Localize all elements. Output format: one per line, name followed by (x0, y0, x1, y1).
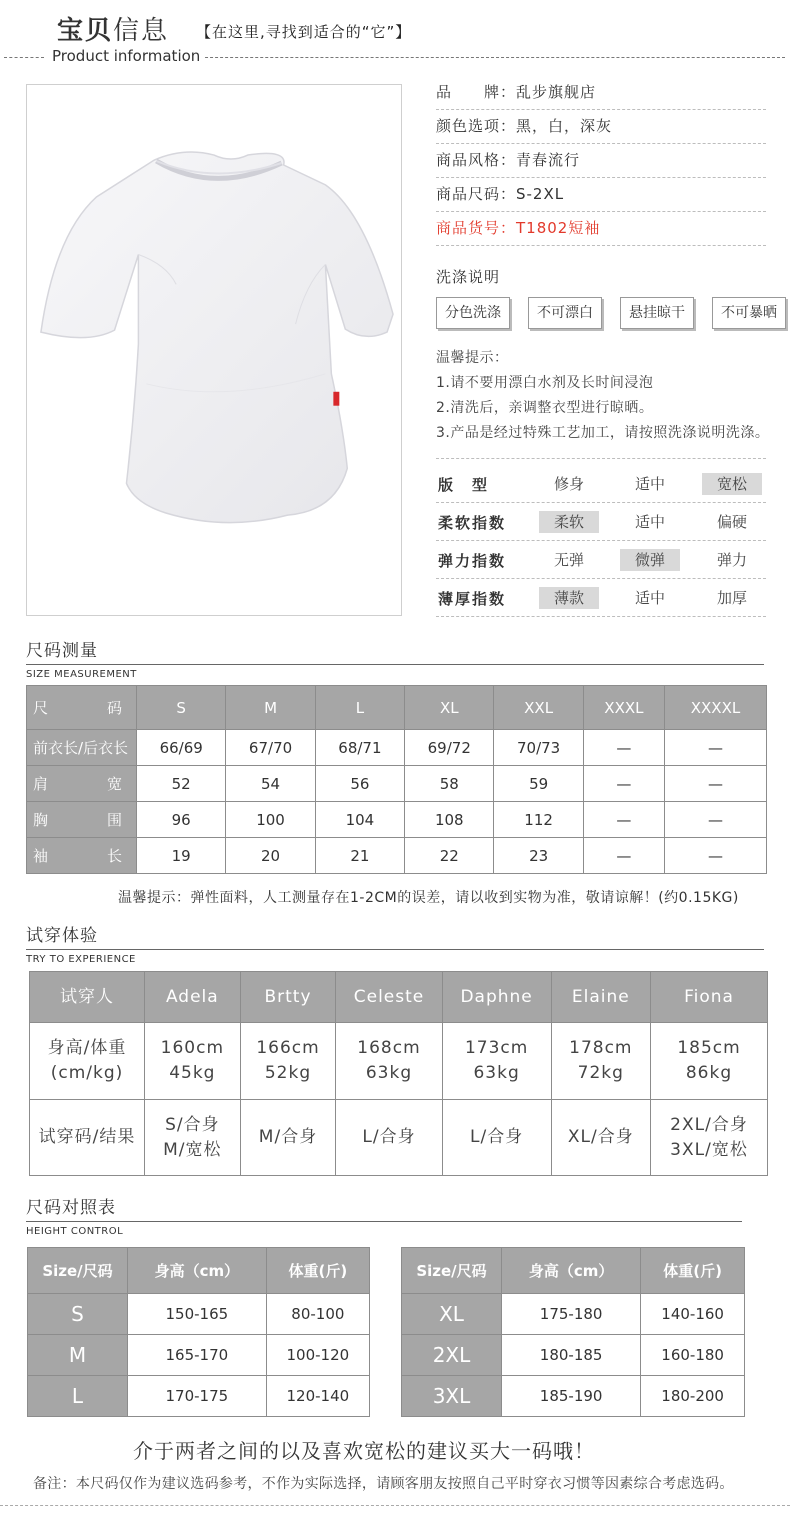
table-cell: 120-140 (266, 1376, 369, 1417)
table-cell: 52 (137, 766, 226, 802)
row-label: 袖 长 (27, 838, 137, 874)
page-header (0, 0, 790, 70)
size-section-heading (26, 636, 764, 680)
wash-tag: 悬挂晾干 (620, 297, 694, 329)
table-header-cell: M (226, 686, 315, 730)
table-cell: 58 (405, 766, 494, 802)
section-title: 尺码对照表 (26, 1198, 116, 1218)
table-row (28, 1294, 370, 1335)
table-header-row (30, 972, 768, 1023)
table-cell: 140-160 (641, 1294, 745, 1335)
attr-option: 微弹 (620, 549, 680, 571)
table-cell: — (664, 802, 766, 838)
table-header-cell: XXL (494, 686, 583, 730)
tips-line: 2.清洗后，亲调整衣型进行晾晒。 (436, 400, 654, 416)
table-row (27, 802, 767, 838)
table-row (402, 1376, 745, 1417)
table-cell: 185cm 86kg (651, 1023, 768, 1100)
table-cell: 175-180 (502, 1294, 641, 1335)
row-label: 前衣长/后衣长 (27, 730, 137, 766)
table-cell: 166cm 52kg (240, 1023, 336, 1100)
table-row (27, 730, 767, 766)
table-cell: 100-120 (266, 1335, 369, 1376)
table-cell: 23 (494, 838, 583, 874)
table-cell: 180-185 (502, 1335, 641, 1376)
table-cell: 173cm 63kg (442, 1023, 551, 1100)
table-cell: 67/70 (226, 730, 315, 766)
tips-line: 3.产品是经过特殊工艺加工，请按照洗涤说明洗涤。 (436, 425, 770, 441)
size-cell: 2XL (402, 1335, 502, 1376)
try-section-heading (26, 921, 764, 965)
attr-option: 修身 (553, 475, 584, 493)
divider (26, 1221, 742, 1222)
row-label: 试穿码/结果 (30, 1100, 145, 1176)
tshirt-illustration (27, 85, 401, 615)
table-cell: — (664, 730, 766, 766)
table-cell: 56 (315, 766, 404, 802)
row-label: 肩 宽 (27, 766, 137, 802)
table-header-row (28, 1248, 370, 1294)
table-cell: — (583, 730, 664, 766)
table-cell: 100 (226, 802, 315, 838)
table-cell: 66/69 (137, 730, 226, 766)
table-row (402, 1294, 745, 1335)
table-cell: 160cm 45kg (145, 1023, 241, 1100)
table-header-cell: Elaine (551, 972, 650, 1023)
table-cell: — (583, 766, 664, 802)
attr-option: 弹力 (716, 551, 747, 569)
table-cell: L/合身 (336, 1100, 442, 1176)
table-header-cell: 试穿人 (30, 972, 145, 1023)
table-row (28, 1376, 370, 1417)
table-cell: — (664, 766, 766, 802)
table-cell: M/合身 (240, 1100, 336, 1176)
attr-option: 适中 (634, 513, 665, 531)
table-header-cell: S (137, 686, 226, 730)
tips-line: 1.请不要用漂白水剂及长时间浸泡 (436, 375, 654, 391)
attr-row-softness (436, 503, 766, 541)
attr-option: 加厚 (716, 589, 747, 607)
table-row (30, 1100, 768, 1176)
section-subtitle: SIZE MEASUREMENT (26, 669, 137, 680)
table-cell: 160-180 (641, 1335, 745, 1376)
table-row (28, 1335, 370, 1376)
wash-tag: 不可漂白 (528, 297, 602, 329)
try-on-table (29, 971, 768, 1176)
table-cell: 178cm 72kg (551, 1023, 650, 1100)
row-label: 身高/体重 (cm/kg) (30, 1023, 145, 1100)
table-cell: 104 (315, 802, 404, 838)
table-header-cell: Fiona (651, 972, 768, 1023)
info-brand: 品 牌：乱步旗舰店 (436, 76, 766, 110)
size-cell: L (28, 1376, 128, 1417)
table-cell: 185-190 (502, 1376, 641, 1417)
header-subtitle: Product information (48, 47, 204, 65)
height-table-left (27, 1247, 370, 1417)
attr-option: 适中 (634, 589, 665, 607)
table-header-cell: XXXXL (664, 686, 766, 730)
info-colors: 颜色选项：黑，白，深灰 (436, 110, 766, 144)
table-header-cell: L (315, 686, 404, 730)
table-header-cell: 身高（cm） (502, 1248, 641, 1294)
table-cell: 80-100 (266, 1294, 369, 1335)
table-cell: 112 (494, 802, 583, 838)
table-cell: 96 (137, 802, 226, 838)
header-slogan: 【在这里,寻找到适合的“它”】 (196, 23, 412, 41)
size-cell: 3XL (402, 1376, 502, 1417)
table-cell: — (664, 838, 766, 874)
attribute-rows (436, 465, 766, 617)
table-cell: 165-170 (128, 1335, 267, 1376)
table-header-cell: XL (405, 686, 494, 730)
product-image (26, 84, 402, 616)
wash-tags (436, 297, 786, 329)
size-table (26, 685, 767, 874)
table-cell: 70/73 (494, 730, 583, 766)
table-cell: 168cm 63kg (336, 1023, 442, 1100)
table-cell: 170-175 (128, 1376, 267, 1417)
divider (436, 458, 766, 459)
height-table-right (401, 1247, 745, 1417)
table-cell: 108 (405, 802, 494, 838)
table-header-cell: 尺 码 (27, 686, 137, 730)
attr-row-fit (436, 465, 766, 503)
attr-option: 宽松 (702, 473, 762, 495)
product-info-list (436, 76, 766, 246)
table-header-cell: Daphne (442, 972, 551, 1023)
bottom-note: 备注：本尺码仅作为建议选码参考，不作为实际选择，请顾客朋友按照自己平时穿衣习惯等因素综合考虑选码。 (33, 1476, 734, 1492)
table-header-row (402, 1248, 745, 1294)
section-subtitle: TRY TO EXPERIENCE (26, 954, 136, 965)
table-row (27, 766, 767, 802)
divider (195, 57, 785, 58)
table-cell: 68/71 (315, 730, 404, 766)
section-title: 试穿体验 (26, 926, 98, 946)
table-header-cell: Size/尺码 (402, 1248, 502, 1294)
table-row (30, 1023, 768, 1100)
divider (4, 57, 44, 58)
info-sizes: 商品尺码：S-2XL (436, 178, 766, 212)
height-section-heading (26, 1193, 742, 1237)
section-subtitle: HEIGHT CONTROL (26, 1226, 124, 1237)
divider (26, 664, 764, 665)
attr-option: 偏硬 (716, 513, 747, 531)
table-cell: S/合身 M/宽松 (145, 1100, 241, 1176)
table-header-cell: 体重(斤) (266, 1248, 369, 1294)
attr-row-thickness (436, 579, 766, 617)
attr-label: 薄厚指数 (438, 590, 507, 608)
divider (0, 1505, 790, 1506)
size-cell: M (28, 1335, 128, 1376)
size-cell: S (28, 1294, 128, 1335)
table-cell: 150-165 (128, 1294, 267, 1335)
table-row (27, 838, 767, 874)
table-cell: 54 (226, 766, 315, 802)
table-row (402, 1335, 745, 1376)
info-item-number: 商品货号：T1802短袖 (436, 212, 766, 246)
attr-label: 版 型 (438, 476, 490, 494)
table-header-cell: Adela (145, 972, 241, 1023)
divider (26, 949, 764, 950)
bottom-slogan: 介于两者之间的以及喜欢宽松的建议买大一码哦！ (133, 1439, 595, 1463)
wash-title: 洗涤说明 (436, 268, 501, 286)
attr-option: 适中 (634, 475, 665, 493)
table-cell: 59 (494, 766, 583, 802)
table-cell: 2XL/合身 3XL/宽松 (651, 1100, 768, 1176)
table-header-cell: 身高（cm） (128, 1248, 267, 1294)
care-tips (436, 346, 769, 446)
table-cell: 22 (405, 838, 494, 874)
size-note: 温馨提示：弹性面料，人工测量存在1-2CM的误差，请以收到实物为准，敬请谅解！(约0.15KG) (118, 890, 739, 906)
table-header-cell: Size/尺码 (28, 1248, 128, 1294)
attr-option: 无弹 (553, 551, 584, 569)
table-cell: L/合身 (442, 1100, 551, 1176)
attr-label: 弹力指数 (438, 552, 507, 570)
info-style: 商品风格：青春流行 (436, 144, 766, 178)
row-label: 胸 围 (27, 802, 137, 838)
table-header-row (27, 686, 767, 730)
table-cell: 19 (137, 838, 226, 874)
table-cell: 21 (315, 838, 404, 874)
table-header-cell: XXXL (583, 686, 664, 730)
table-cell: — (583, 838, 664, 874)
table-cell: 69/72 (405, 730, 494, 766)
table-cell: 20 (226, 838, 315, 874)
table-header-cell: Celeste (336, 972, 442, 1023)
wash-tag: 分色洗涤 (436, 297, 510, 329)
table-cell: XL/合身 (551, 1100, 650, 1176)
tips-title: 温馨提示： (436, 350, 509, 366)
attr-label: 柔软指数 (438, 514, 507, 532)
attr-option: 柔软 (539, 511, 599, 533)
page-title: 宝贝信息 (57, 16, 170, 46)
table-cell: 180-200 (641, 1376, 745, 1417)
table-cell: — (583, 802, 664, 838)
section-title: 尺码测量 (26, 641, 98, 661)
size-cell: XL (402, 1294, 502, 1335)
attr-row-elasticity (436, 541, 766, 579)
table-header-cell: Brtty (240, 972, 336, 1023)
attr-option: 薄款 (539, 587, 599, 609)
table-header-cell: 体重(斤) (641, 1248, 745, 1294)
wash-tag: 不可暴晒 (712, 297, 786, 329)
